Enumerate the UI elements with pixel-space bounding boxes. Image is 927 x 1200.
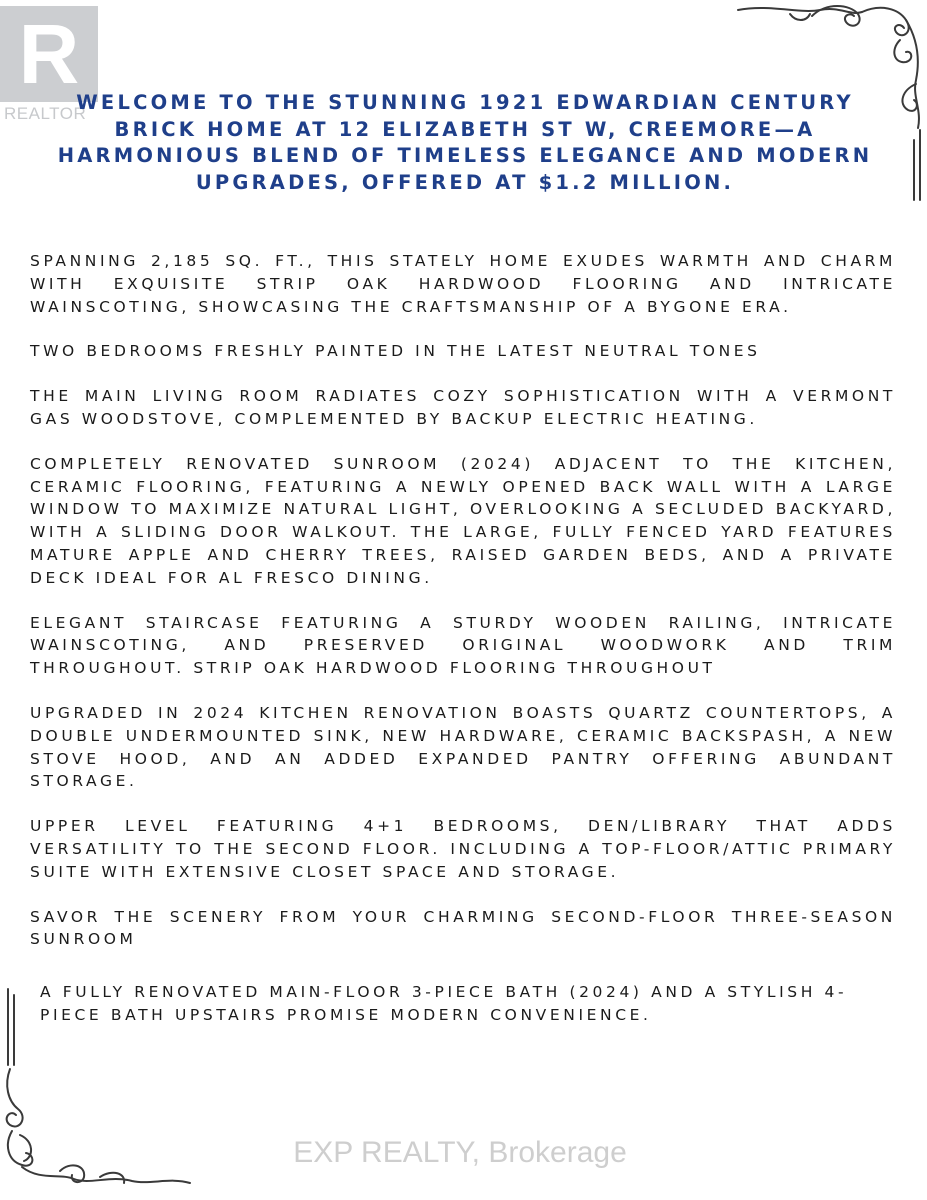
paragraph-sunroom: COMPLETELY RENOVATED SUNROOM (2024) ADJACENT TO THE KITCHEN, CERAMIC FLOORING, FEATURING A NEWLY OPENED BACK WALL WITH A LARGE WINDOW TO MAXIMIZE NATURAL LIGHT, OVERLOOKING A SECLUDED BACKYARD, WITH A SLIDING DOOR WALKOUT. THE LARGE, FULLY FENCED YARD FEATURES MATURE APPLE AND CHERRY TREES, RAISED GARDEN BEDS, AND A PRIVATE DECK IDEAL FOR AL FRESCO DINING. [30, 454, 896, 587]
paragraph-baths: A FULLY RENOVATED MAIN-FLOOR 3-PIECE BATH (2024) AND A STYLISH 4-PIECE BATH UPSTAIRS PROMISE MODERN CONVENIENCE. [40, 983, 848, 1024]
listing-headline: WELCOME TO THE STUNNING 1921 EDWARDIAN CENTURY BRICK HOME AT 12 ELIZABETH ST W, CREEMORE—A HARMONIOUS BLEND OF TIMELESS ELEGANCE AND MODERN UPGRADES, OFFERED AT $1.2 MILLION. [57, 91, 873, 194]
listing-description [30, 250, 896, 1049]
realtor-logo-letter: R [18, 7, 80, 101]
paragraph-upper-level: UPPER LEVEL FEATURING 4+1 BEDROOMS, DEN/LIBRARY THAT ADDS VERSATILITY TO THE SECOND FLOOR. INCLUDING A TOP-FLOOR/ATTIC PRIMARY SUITE WITH EXTENSIVE CLOSET SPACE AND STORAGE. [30, 817, 896, 881]
paragraph-staircase: ELEGANT STAIRCASE FEATURING A STURDY WOODEN RAILING, INTRICATE WAINSCOTING, AND PRESERVED ORIGINAL WOODWORK AND TRIM THROUGHOUT. STRIP OAK HARDWOOD FLOORING THROUGHOUT [30, 613, 896, 678]
paragraph-kitchen: UPGRADED IN 2024 KITCHEN RENOVATION BOASTS QUARTZ COUNTERTOPS, A DOUBLE UNDERMOUNTED SINK, NEW HARDWARE, CERAMIC BACKSPASH, A NEW STOVE HOOD, AND AN ADDED EXPANDED PANTRY OFFERING ABUNDANT STORAGE. [30, 703, 896, 791]
paragraph-living-room: THE MAIN LIVING ROOM RADIATES COZY SOPHISTICATION WITH A VERMONT GAS WOODSTOVE, COMPLEMENTED BY BACKUP ELECTRIC HEATING. [30, 387, 896, 428]
realtor-logo-word: REALTOR [4, 104, 87, 123]
paragraph-three-season-sunroom: SAVOR THE SCENERY FROM YOUR CHARMING SECOND-FLOOR THREE-SEASON SUNROOM [30, 907, 896, 949]
paragraph-bedrooms: TWO BEDROOMS FRESHLY PAINTED IN THE LATEST NEUTRAL TONES [30, 342, 761, 361]
brokerage-watermark: EXP REALTY, Brokerage [293, 1136, 627, 1169]
paragraph-overview: SPANNING 2,185 SQ. FT., THIS STATELY HOME EXUDES WARMTH AND CHARM WITH EXQUISITE STRIP OAK HARDWOOD FLOORING AND INTRICATE WAINSCOTING, SHOWCASING THE CRAFTSMANSHIP OF A BYGONE ERA. [30, 252, 896, 316]
